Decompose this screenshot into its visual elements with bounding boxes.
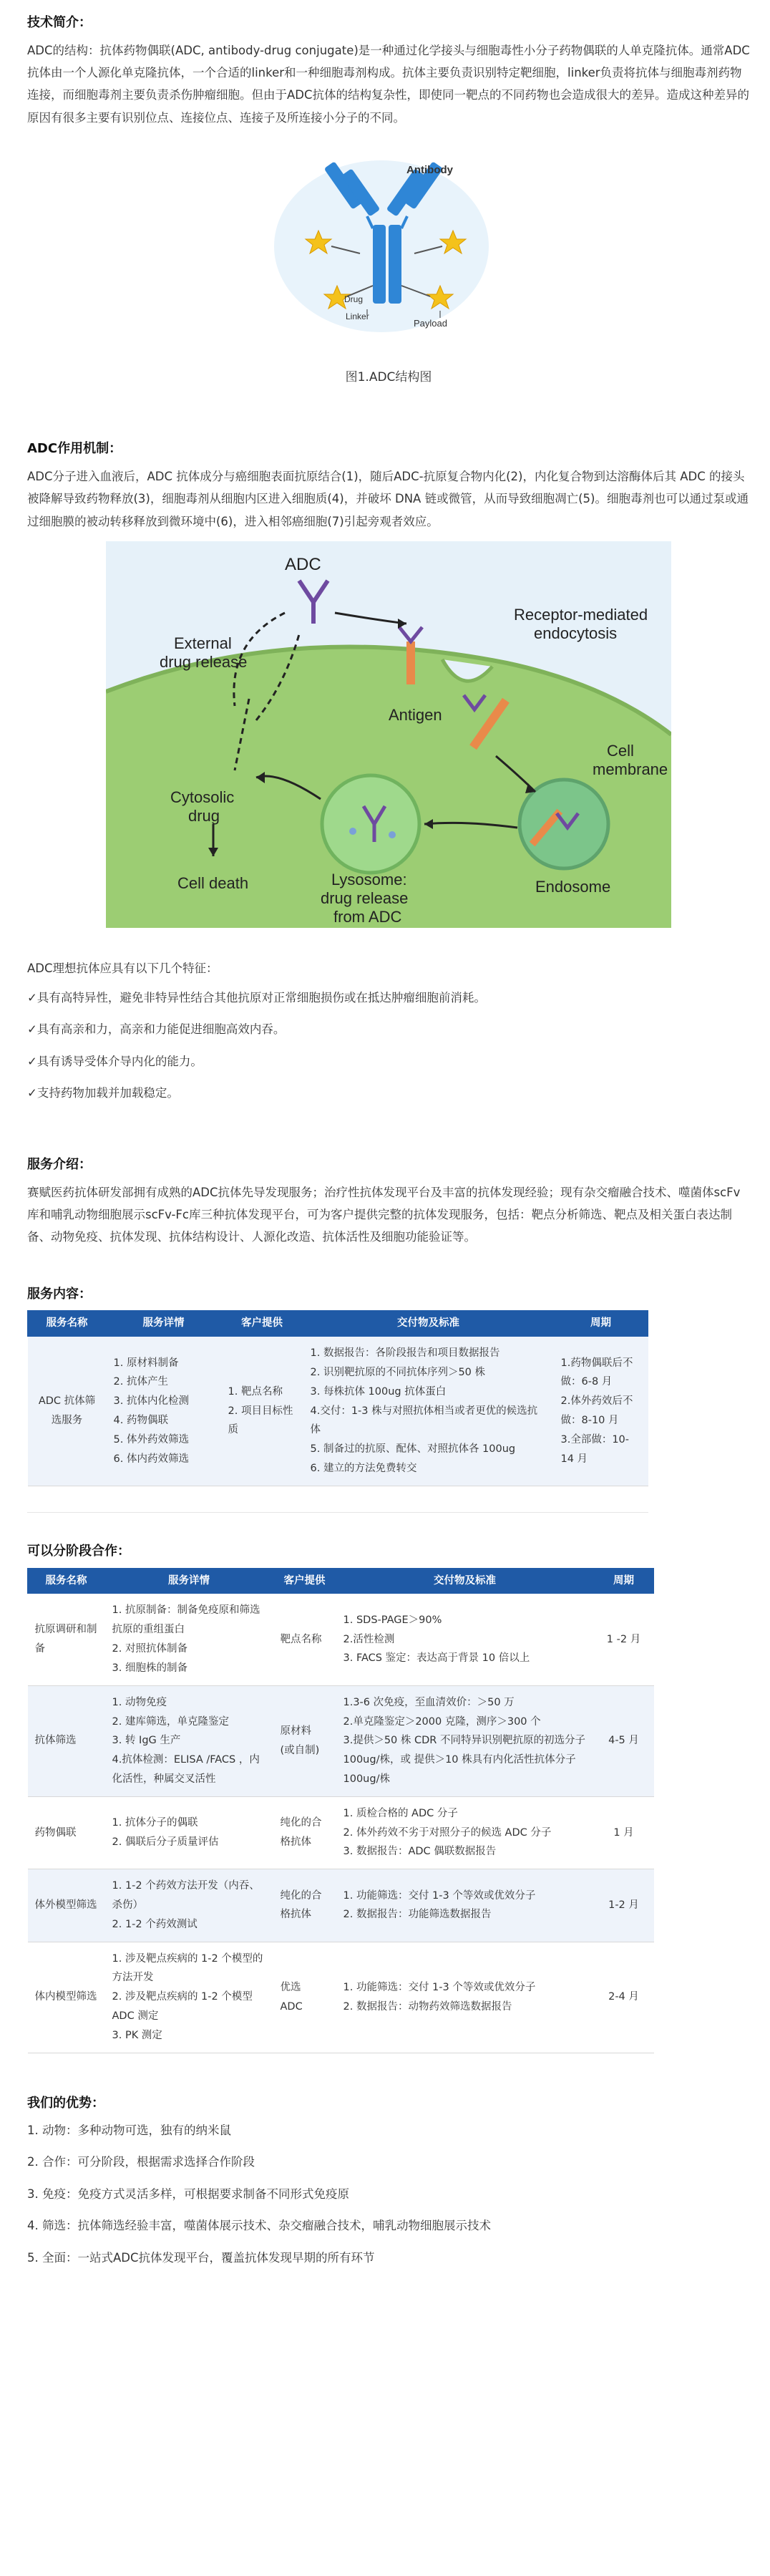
- service-content-title: 服务内容：: [27, 1286, 92, 1302]
- mechanism-paragraph: ADC分子进入血液后，ADC 抗体成分与癌细胞表面抗原结合(1)，随后ADC-抗原复合物内化(2)，内化复合物到达溶酶体后其 ADC 的接头被降解导致药物释放(3)，细胞毒剂从细胞内区进入细胞质(4)，并破坏 DNA 链或微管，从而导致细胞凋亡(5)。细胞毒剂也可以通过泵或通过细胞膜的被动转移释放到微环境中(6)，进入相邻癌细胞(7)引起旁观者效应。: [27, 469, 749, 528]
- adc-mechanism-diagram: [106, 541, 671, 928]
- table-row: [28, 1796, 654, 1869]
- antigen-label: Antigen: [389, 705, 442, 724]
- table-header: 服务名称: [28, 1311, 107, 1337]
- figure-1-caption: 图1.ADC结构图: [345, 369, 432, 384]
- stage-details-cell: 1. 涉及靶点疾病的 1-2 个模型的方法开发 2. 涉及靶点疾病的 1-2 个模型ADC 测定 3. PK 测定: [105, 1942, 273, 2053]
- staged-title: 可以分阶段合作：: [27, 1543, 130, 1559]
- lysosome-label-1: Lysosome:: [331, 870, 407, 888]
- stage-name-cell: 体外模型筛选: [28, 1869, 105, 1942]
- stage-period-cell: 4-5 月: [594, 1685, 654, 1796]
- mechanism-title: ADC作用机制：: [27, 441, 122, 457]
- features-intro: ADC理想抗体应具有以下几个特征：: [27, 962, 218, 976]
- antibody-label: Antibody: [406, 164, 453, 177]
- advantage-item: 4. 筛选：抗体筛选经验丰富，噬菌体展示技术、杂交瘤融合技术，哺乳动物细胞展示技术: [27, 2219, 491, 2233]
- advantage-item: 1. 动物：多种动物可选，独有的纳米鼠: [27, 2123, 231, 2137]
- table-header: 服务详情: [107, 1311, 221, 1337]
- stage-name-cell: 抗体筛选: [28, 1685, 105, 1796]
- service-content-table: [27, 1310, 648, 1486]
- cell-membrane-label-1: Cell: [607, 741, 634, 760]
- stage-name-cell: 药物偶联: [28, 1796, 105, 1869]
- stage-deliverables-cell: 1. 质检合格的 ADC 分子 2. 体外药效不劣于对照分子的候选 ADC 分子 3. 数据报告：ADC 偶联数据报告: [336, 1796, 594, 1869]
- stage-details-cell: 1. 抗原制备：制备免疫原和筛选抗原的重组蛋白 2. 对照抗体制备 3. 细胞株的制备: [105, 1594, 273, 1685]
- table-row: [28, 1685, 654, 1796]
- stage-name-cell: 抗原调研和制备: [28, 1594, 105, 1685]
- table-header: 交付物及标准: [336, 1568, 594, 1594]
- stage-deliverables-cell: 1. SDS-PAGE＞90% 2.活性检测 3. FACS 鉴定：表达高于背景 10 倍以上: [336, 1594, 594, 1685]
- table-header: 周期: [594, 1568, 654, 1594]
- table-row: [28, 1942, 654, 2053]
- table-row: [28, 1594, 654, 1685]
- advantage-item: 5. 全面：一站式ADC抗体发现平台，覆盖抗体发现早期的所有环节: [27, 2250, 375, 2265]
- linker-label: Linker: [346, 311, 369, 322]
- stage-details-cell: 1. 1-2 个药效方法开发（内吞、杀伤） 2. 1-2 个药效测试: [105, 1869, 273, 1942]
- service-intro-paragraph: 赛赋医药抗体研发部拥有成熟的ADC抗体先导发现服务；治疗性抗体发现平台及丰富的抗体发现经验；现有杂交瘤融合技术、噬菌体scFv库和哺乳动物细胞展示scFv-Fc库三种抗体发现平台，可为客户提供完整的抗体发现服务，包括：靶点分析筛选、靶点及相关蛋白表达制备、动物免疫、抗体发现、抗体结构设计、人源化改造、抗体活性及细胞功能验证等。: [27, 1185, 741, 1244]
- feature-item: ✓具有高特异性，避免非特异性结合其他抗原对正常细胞损伤或在抵达肿瘤细胞前消耗。: [27, 990, 486, 1004]
- stage-provided-cell: 靶点名称: [273, 1594, 336, 1685]
- table-row: [28, 1869, 654, 1942]
- stage-details-cell: 1. 抗体分子的偶联 2. 偶联后分子质量评估: [105, 1796, 273, 1869]
- advantage-item: 3. 免疫：免疫方式灵活多样，可根据要求制备不同形式免疫原: [27, 2187, 349, 2201]
- receptor-label-1: Receptor-mediated: [514, 605, 648, 624]
- receptor-label-2: endocytosis: [534, 624, 618, 642]
- cell-membrane-label-2: membrane: [593, 760, 668, 778]
- service-details-cell: 1. 原材料制备 2. 抗体产生 3. 抗体内化检测 4. 药物偶联 5. 体外药效筛选 6. 体内药效筛选: [107, 1337, 221, 1486]
- intro-paragraph: ADC的结构：抗体药物偶联(ADC, antibody-drug conjugate)是一种通过化学接头与细胞毒性小分子药物偶联的人单克隆抗体。通常ADC抗体由一个人源化单克隆抗体，一个合适的linker和一种细胞毒剂构成。抗体主要负责识别特定靶细胞，linker负责将抗体与细胞毒剂药物连接，而细胞毒剂主要负责杀伤肿瘤细胞。但由于ADC抗体的结构复杂性，即使同一靶点的不同药物也会造成很大的差异。造成这种差异的原因有很多主要有识别位点、连接位点、连接子及所连接小分子的不同。: [27, 43, 750, 125]
- intro-title: 技术简介：: [27, 15, 92, 30]
- service-content-table-wrap: [27, 1310, 648, 1513]
- table-header: 客户提供: [273, 1568, 336, 1594]
- deliverables-cell: 1. 数据报告：各阶段报告和项目数据报告 2. 识别靶抗原的不同抗体序列＞50 株 3. 每株抗体 100ug 抗体蛋白 4.交付：1-3 株与对照抗体相当或者更优的候选抗体 5. 制备过的抗原、配体、对照抗体各 100ug 6. 建立的方法免费转交: [303, 1337, 554, 1486]
- stage-period-cell: 2-4 月: [594, 1942, 654, 2053]
- advantages-title: 我们的优势：: [27, 2095, 104, 2111]
- period-cell: 1.药物偶联后不做：6-8 月 2.体外药效后不做：8-10 月 3.全部做：10-14 月: [554, 1337, 648, 1486]
- adc-structure-diagram: [260, 139, 517, 354]
- stage-provided-cell: 优选 ADC: [273, 1942, 336, 2053]
- table-header: 周期: [554, 1311, 648, 1337]
- stage-deliverables-cell: 1.3-6 次免疫，至血清效价：＞50 万 2.单克隆鉴定＞2000 克隆，测序＞300 个 3.提供＞50 株 CDR 不同特异识别靶抗原的初选分子 100ug/株，或 提供＞10 株具有内化活性抗体分子 100ug/株: [336, 1685, 594, 1796]
- adc-structure-figure: [260, 139, 517, 362]
- stage-period-cell: 1-2 月: [594, 1869, 654, 1942]
- feature-item: ✓具有诱导受体介导内化的能力。: [27, 1054, 203, 1068]
- feature-item: ✓支持药物加载并加载稳定。: [27, 1086, 179, 1100]
- stage-period-cell: 1 -2 月: [594, 1594, 654, 1685]
- cell-death-label: Cell death: [177, 873, 249, 892]
- stage-deliverables-cell: 1. 功能筛选：交付 1-3 个等效或优效分子 2. 数据报告：动物药效筛选数据报告: [336, 1942, 594, 2053]
- stage-deliverables-cell: 1. 功能筛选：交付 1-3 个等效或优效分子 2. 数据报告：功能筛选数据报告: [336, 1869, 594, 1942]
- lysosome-label-2: drug release: [321, 888, 409, 907]
- stage-name-cell: 体内模型筛选: [28, 1942, 105, 2053]
- lysosome-label-3: from ADC: [333, 907, 402, 926]
- client-provided-cell: 1. 靶点名称 2. 项目目标性质: [221, 1337, 303, 1486]
- stage-period-cell: 1 月: [594, 1796, 654, 1869]
- table-row: [28, 1337, 648, 1486]
- external-release-label-2: drug release: [160, 652, 248, 671]
- payload-label: Payload: [414, 318, 447, 329]
- adc-mechanism-figure: [106, 541, 671, 936]
- external-release-label-1: External: [174, 634, 232, 652]
- stage-provided-cell: 纯化的合格抗体: [273, 1796, 336, 1869]
- stage-provided-cell: 原材料 (或自制): [273, 1685, 336, 1796]
- cytosolic-label-2: drug: [188, 806, 220, 825]
- advantage-item: 2. 合作：可分阶段，根据需求选择合作阶段: [27, 2155, 255, 2169]
- staged-table: [27, 1568, 654, 2053]
- endosome-label: Endosome: [535, 877, 611, 896]
- table-header: 客户提供: [221, 1311, 303, 1337]
- service-intro-title: 服务介绍：: [27, 1156, 92, 1172]
- feature-item: ✓具有高亲和力，高亲和力能促进细胞高效内吞。: [27, 1022, 286, 1037]
- drug-label: Drug: [344, 294, 364, 305]
- table-header: 服务详情: [105, 1568, 273, 1594]
- service-name-cell: ADC 抗体筛选服务: [28, 1337, 107, 1486]
- stage-details-cell: 1. 动物免疫 2. 建库筛选，单克隆鉴定 3. 转 IgG 生产 4.抗体检测：ELISA /FACS ，内化活性，种属交叉活性: [105, 1685, 273, 1796]
- table-header: 交付物及标准: [303, 1311, 554, 1337]
- table-header: 服务名称: [28, 1568, 105, 1594]
- adc-label: ADC: [285, 554, 321, 574]
- cytosolic-label-1: Cytosolic: [170, 788, 235, 806]
- stage-provided-cell: 纯化的合格抗体: [273, 1869, 336, 1942]
